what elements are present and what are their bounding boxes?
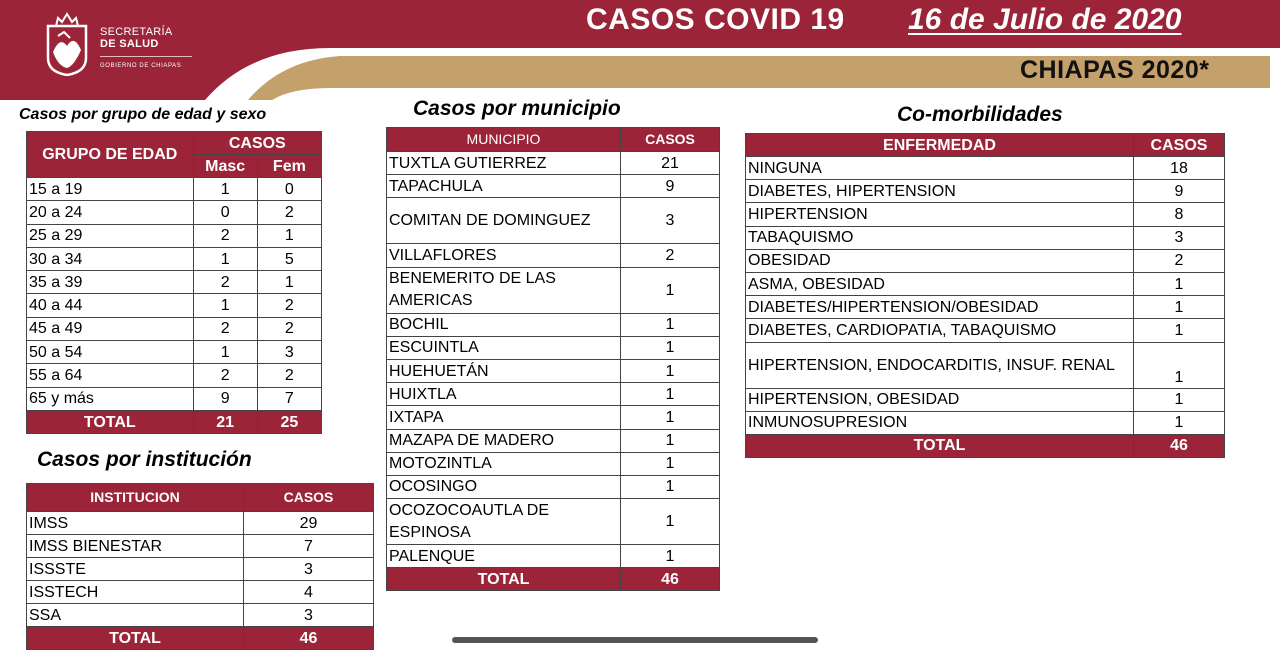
table-row <box>27 604 374 627</box>
row-cases-cell: 1 <box>621 267 720 313</box>
table-row <box>746 411 1225 434</box>
age-table-body <box>27 178 322 434</box>
total-cases: 46 <box>1134 434 1225 457</box>
agency-line-2: DE SALUD <box>100 38 159 50</box>
age-group-cell: 30 a 34 <box>27 247 194 270</box>
male-cases-cell: 2 <box>193 364 257 387</box>
table-row <box>746 296 1225 319</box>
total-row <box>27 627 374 650</box>
row-name-cell: HIPERTENSION <box>746 203 1134 226</box>
row-name-cell: IMSS <box>27 512 244 535</box>
row-name-cell: HIPERTENSION, ENDOCARDITIS, INSUF. RENAL <box>746 342 1134 388</box>
table-row <box>387 336 720 359</box>
row-name-cell: BOCHIL <box>387 313 621 336</box>
row-name-cell: MOTOZINTLA <box>387 452 621 475</box>
total-label: TOTAL <box>387 568 621 591</box>
row-cases-cell: 1 <box>1134 411 1225 434</box>
male-cases-cell: 9 <box>193 387 257 410</box>
municipality-table <box>386 127 720 591</box>
table-row <box>746 319 1225 342</box>
header-banner <box>0 0 1280 100</box>
table-row <box>27 294 322 317</box>
age-group-cell: 65 y más <box>27 387 194 410</box>
comorbidity-section-title: Co-morbilidades <box>897 103 1063 126</box>
row-cases-cell: 2 <box>1134 249 1225 272</box>
table-row <box>27 224 322 247</box>
row-name-cell: INMUNOSUPRESION <box>746 411 1134 434</box>
table-row <box>27 364 322 387</box>
row-name-cell: IMSS BIENESTAR <box>27 535 244 558</box>
row-cases-cell: 1 <box>621 359 720 382</box>
report-date: 16 de Julio de 2020 <box>908 3 1182 36</box>
age-group-cell: 35 a 39 <box>27 271 194 294</box>
table-row <box>387 267 720 313</box>
female-cases-cell: 1 <box>257 224 321 247</box>
table-row <box>387 475 720 498</box>
table-row <box>387 406 720 429</box>
col-comorbidity-cases: CASOS <box>1134 134 1225 157</box>
table-row <box>27 512 374 535</box>
row-name-cell: HUEHUETÁN <box>387 359 621 382</box>
age-group-cell: 25 a 29 <box>27 224 194 247</box>
female-cases-cell: 5 <box>257 247 321 270</box>
table-row <box>746 249 1225 272</box>
col-cases: CASOS <box>193 132 321 155</box>
row-cases-cell: 1 <box>621 336 720 359</box>
table-row <box>387 175 720 198</box>
total-cases: 46 <box>621 568 720 591</box>
row-cases-cell: 1 <box>1134 319 1225 342</box>
table-row <box>387 359 720 382</box>
row-name-cell: ISSTECH <box>27 581 244 604</box>
age-section-title: Casos por grupo de edad y sexo <box>19 106 267 123</box>
row-name-cell: TUXTLA GUTIERREZ <box>387 152 621 175</box>
region-label: CHIAPAS 2020* <box>1020 56 1210 84</box>
table-row <box>746 388 1225 411</box>
total-female: 25 <box>257 410 321 433</box>
horizontal-scrollbar[interactable] <box>452 637 818 643</box>
col-female: Fem <box>257 155 321 178</box>
row-name-cell: OBESIDAD <box>746 249 1134 272</box>
male-cases-cell: 1 <box>193 247 257 270</box>
col-male: Masc <box>193 155 257 178</box>
table-row <box>27 271 322 294</box>
table-row <box>746 180 1225 203</box>
table-row <box>387 383 720 406</box>
table-row <box>387 499 720 545</box>
age-group-cell: 45 a 49 <box>27 317 194 340</box>
row-cases-cell: 1 <box>621 452 720 475</box>
female-cases-cell: 1 <box>257 271 321 294</box>
comorbidity-table-body <box>746 157 1225 458</box>
female-cases-cell: 2 <box>257 201 321 224</box>
page-title: CASOS COVID 19 <box>586 3 845 36</box>
row-cases-cell: 1 <box>621 383 720 406</box>
total-male: 21 <box>193 410 257 433</box>
age-group-cell: 40 a 44 <box>27 294 194 317</box>
table-row <box>387 452 720 475</box>
table-row <box>387 244 720 267</box>
institution-table-body <box>27 512 374 650</box>
table-row <box>746 157 1225 180</box>
male-cases-cell: 1 <box>193 178 257 201</box>
row-cases-cell: 3 <box>621 198 720 244</box>
col-disease: ENFERMEDAD <box>746 134 1134 157</box>
row-name-cell: ASMA, OBESIDAD <box>746 272 1134 295</box>
row-cases-cell: 18 <box>1134 157 1225 180</box>
age-group-cell: 20 a 24 <box>27 201 194 224</box>
row-cases-cell: 1 <box>1134 272 1225 295</box>
agency-line-1: SECRETARÍA <box>100 26 173 38</box>
female-cases-cell: 7 <box>257 387 321 410</box>
age-group-cell: 55 a 64 <box>27 364 194 387</box>
table-row <box>27 581 374 604</box>
institution-table <box>26 483 374 650</box>
row-name-cell: OCOZOCOAUTLA DE ESPINOSA <box>387 499 621 545</box>
row-name-cell: DIABETES, HIPERTENSION <box>746 180 1134 203</box>
male-cases-cell: 1 <box>193 341 257 364</box>
row-cases-cell: 29 <box>244 512 374 535</box>
row-name-cell: SSA <box>27 604 244 627</box>
col-institution-cases: CASOS <box>244 484 374 512</box>
table-row <box>27 201 322 224</box>
male-cases-cell: 0 <box>193 201 257 224</box>
row-name-cell: TAPACHULA <box>387 175 621 198</box>
row-name-cell: COMITAN DE DOMINGUEZ <box>387 198 621 244</box>
row-cases-cell: 8 <box>1134 203 1225 226</box>
female-cases-cell: 2 <box>257 294 321 317</box>
row-name-cell: PALENQUE <box>387 545 621 568</box>
row-name-cell: IXTAPA <box>387 406 621 429</box>
row-name-cell: OCOSINGO <box>387 475 621 498</box>
row-cases-cell: 1 <box>1134 342 1225 388</box>
male-cases-cell: 2 <box>193 271 257 294</box>
table-row <box>387 198 720 244</box>
municipality-table-body <box>387 152 720 591</box>
row-cases-cell: 1 <box>621 429 720 452</box>
row-name-cell: DIABETES/HIPERTENSION/OBESIDAD <box>746 296 1134 319</box>
row-cases-cell: 1 <box>621 406 720 429</box>
female-cases-cell: 3 <box>257 341 321 364</box>
total-row <box>387 568 720 591</box>
row-cases-cell: 4 <box>244 581 374 604</box>
table-row <box>27 387 322 410</box>
female-cases-cell: 2 <box>257 317 321 340</box>
row-cases-cell: 1 <box>621 545 720 568</box>
table-row <box>27 317 322 340</box>
row-name-cell: DIABETES, CARDIOPATIA, TABAQUISMO <box>746 319 1134 342</box>
col-municipality: MUNICIPIO <box>387 128 621 152</box>
row-name-cell: ISSSTE <box>27 558 244 581</box>
municipality-section-title: Casos por municipio <box>413 97 621 120</box>
age-sex-table <box>26 131 322 434</box>
row-cases-cell: 1 <box>1134 388 1225 411</box>
row-name-cell: HUIXTLA <box>387 383 621 406</box>
age-group-cell: 15 a 19 <box>27 178 194 201</box>
male-cases-cell: 2 <box>193 224 257 247</box>
row-cases-cell: 21 <box>621 152 720 175</box>
table-row <box>27 558 374 581</box>
total-label: TOTAL <box>746 434 1134 457</box>
secretaria-logo <box>44 12 194 82</box>
row-name-cell: MAZAPA DE MADERO <box>387 429 621 452</box>
row-cases-cell: 1 <box>621 313 720 336</box>
female-cases-cell: 0 <box>257 178 321 201</box>
total-row <box>27 410 322 433</box>
table-row <box>746 272 1225 295</box>
table-row <box>27 247 322 270</box>
table-row <box>27 341 322 364</box>
chiapas-seal-icon <box>44 12 90 76</box>
row-name-cell: ESCUINTLA <box>387 336 621 359</box>
agency-name <box>100 26 192 72</box>
total-row <box>746 434 1225 457</box>
col-institution: INSTITUCION <box>27 484 244 512</box>
row-cases-cell: 2 <box>621 244 720 267</box>
total-label: TOTAL <box>27 410 194 433</box>
age-group-cell: 50 a 54 <box>27 341 194 364</box>
table-row <box>387 152 720 175</box>
row-cases-cell: 1 <box>1134 296 1225 319</box>
col-age-group: GRUPO DE EDAD <box>27 132 194 178</box>
row-cases-cell: 1 <box>621 475 720 498</box>
table-row <box>387 545 720 568</box>
col-municipality-cases: CASOS <box>621 128 720 152</box>
male-cases-cell: 2 <box>193 317 257 340</box>
agency-line-3: GOBIERNO DE CHIAPAS <box>100 56 192 72</box>
row-cases-cell: 9 <box>621 175 720 198</box>
table-row <box>27 178 322 201</box>
table-row <box>387 429 720 452</box>
row-cases-cell: 3 <box>244 558 374 581</box>
table-row <box>387 313 720 336</box>
row-cases-cell: 7 <box>244 535 374 558</box>
row-name-cell: VILLAFLORES <box>387 244 621 267</box>
row-name-cell: NINGUNA <box>746 157 1134 180</box>
total-cases: 46 <box>244 627 374 650</box>
row-name-cell: BENEMERITO DE LAS AMERICAS <box>387 267 621 313</box>
comorbidity-table <box>745 133 1225 458</box>
table-row <box>746 342 1225 388</box>
table-row <box>746 203 1225 226</box>
female-cases-cell: 2 <box>257 364 321 387</box>
row-cases-cell: 3 <box>1134 226 1225 249</box>
row-cases-cell: 3 <box>244 604 374 627</box>
male-cases-cell: 1 <box>193 294 257 317</box>
table-row <box>27 535 374 558</box>
row-cases-cell: 1 <box>621 499 720 545</box>
table-row <box>746 226 1225 249</box>
total-label: TOTAL <box>27 627 244 650</box>
row-name-cell: TABAQUISMO <box>746 226 1134 249</box>
institution-section-title: Casos por institución <box>37 448 252 471</box>
row-name-cell: HIPERTENSION, OBESIDAD <box>746 388 1134 411</box>
row-cases-cell: 9 <box>1134 180 1225 203</box>
